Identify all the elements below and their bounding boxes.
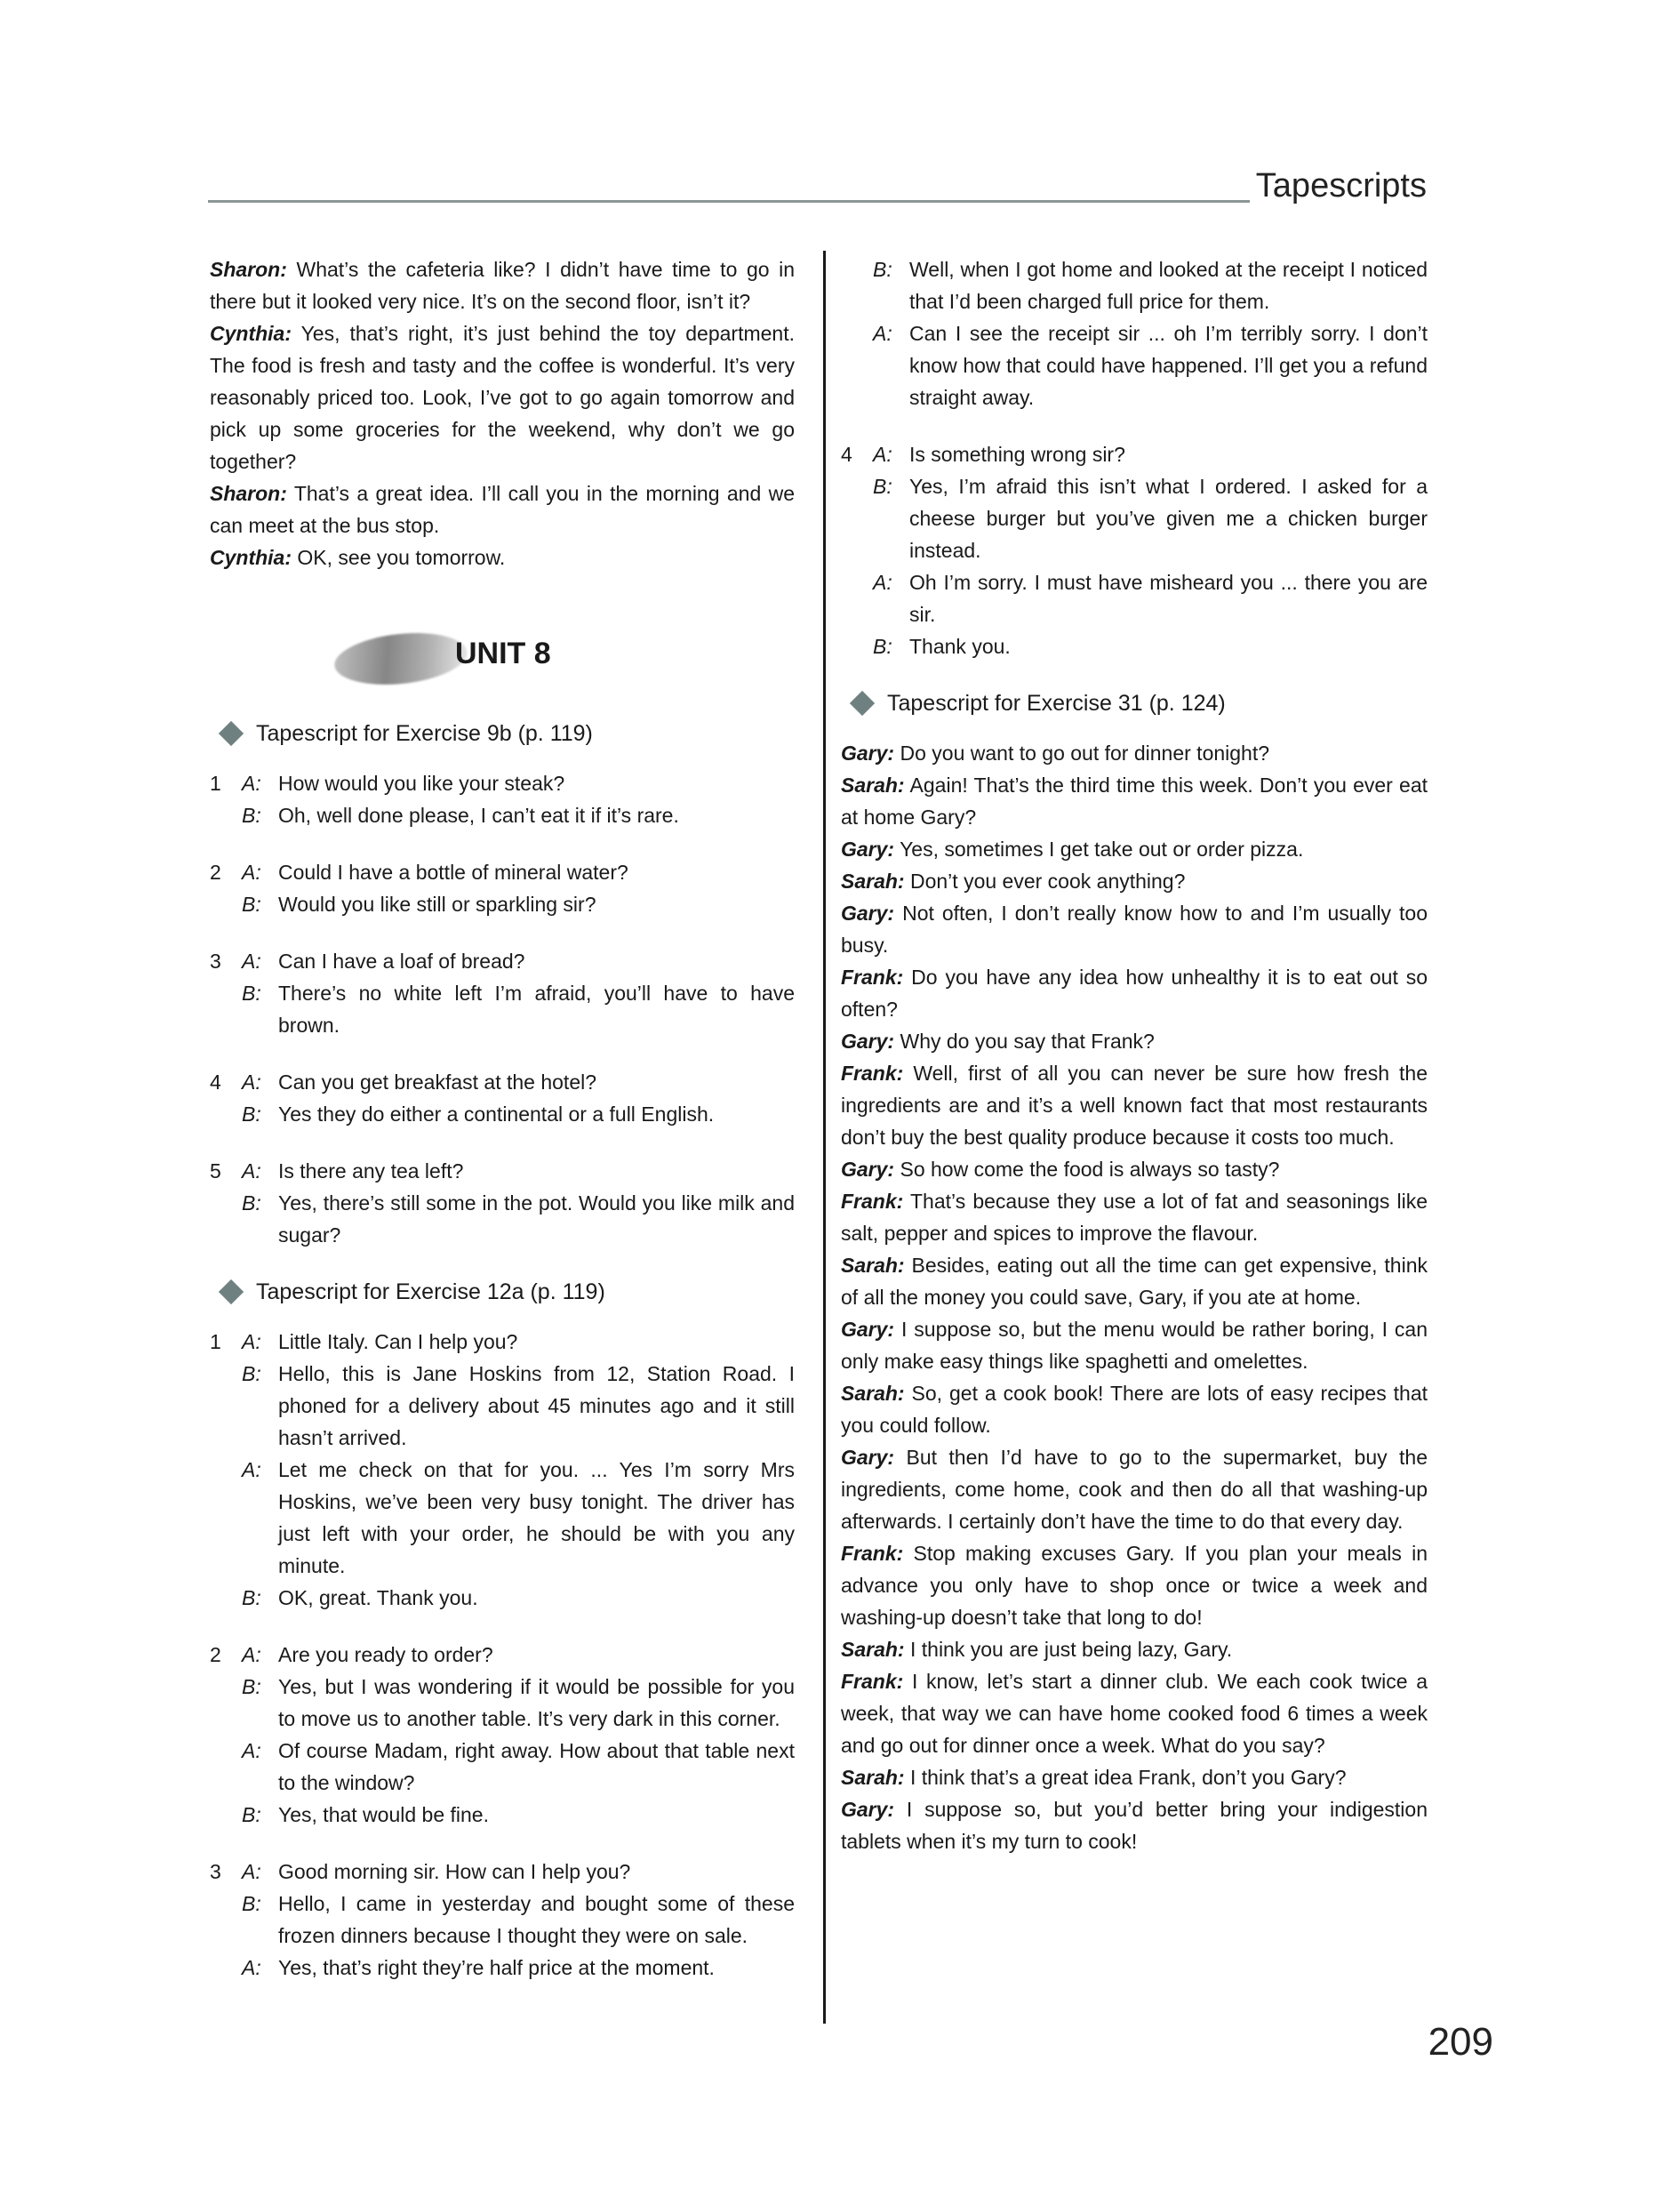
intro-dialogue [210,253,795,573]
dialogue-text: Besides, eating out all the time can get expensive, think of all the money you could save, Gary, if you ate at home. [841,1254,1428,1309]
diamond-bullet-icon [850,691,875,716]
dialogue-line [841,833,1428,865]
line-text: Well, when I got home and looked at the receipt I noticed that I’d been charged full price for them. [909,258,1428,313]
speaker-label: Frank: [841,1190,904,1213]
page-number: 209 [1428,2020,1493,2064]
diamond-bullet-icon [219,1279,244,1304]
right-column [841,253,1428,1857]
speaker-label: Frank: [841,1542,904,1565]
dialogue-text: Well, first of all you can never be sure how fresh the ingredients are and it’s a well known fact that most restaurants don’t buy the best quality produce because it costs too much. [841,1062,1428,1149]
section-heading-text: Tapescript for Exercise 31 (p. 124) [887,691,1226,716]
role-label: A: [242,1458,261,1481]
line-text: Yes, I’m afraid this isn’t what I ordered. I asked for a cheese burger but you’ve given me a chicken burger instead. [909,475,1428,562]
dialogue-line [841,1025,1428,1057]
dialogue-line [841,1313,1428,1377]
speaker-label: Sarah: [841,1254,905,1277]
dialogue-text: I know, let’s start a dinner club. We each cook twice a week, that way we can have home cooked food 6 times a week and go out for dinner once a week. What do you say? [841,1670,1428,1757]
dialogue-text: What’s the cafeteria like? I didn’t have time to go in there but it looked very nice. It’s on the second floor, isn’t it? [210,258,796,313]
line-text: Yes, that’s right they’re half price at the moment. [278,1956,715,1979]
role-label: A: [873,322,892,345]
exercise-item [210,1639,795,1831]
item-number: 5 [210,1159,221,1183]
role-label: B: [242,804,261,827]
exercise-item [210,1066,795,1130]
dialogue-text: Don’t you ever cook anything? [909,870,1186,893]
role-label: B: [873,635,892,658]
role-label: B: [242,1191,261,1215]
dialogue-text: So, get a cook book! There are lots of easy recipes that you could follow. [841,1382,1428,1437]
item-number: 1 [210,1330,221,1353]
line-text: Are you ready to order? [278,1643,493,1666]
speaker-label: Sarah: [841,774,905,797]
section-heading [210,1276,795,1308]
line-text: Hello, this is Jane Hoskins from 12, Station Road. I phoned for a delivery about 45 minutes ago and it still hasn’t arrived. [278,1362,795,1449]
unit-title: UNIT 8 [455,637,551,670]
exercise-item [210,945,795,1041]
exercise-item [210,856,795,920]
exercise-item [210,1155,795,1251]
line-text: Oh, well done please, I can’t eat it if it’s rare. [278,804,679,827]
role-label: B: [242,1675,261,1698]
unit-banner [210,625,795,689]
speaker-label: Frank: [841,1062,904,1085]
exercise-item [841,438,1428,662]
role-label: A: [242,1330,261,1353]
dialogue-line [841,1633,1428,1665]
item-number: 3 [210,1860,221,1883]
dialogue-text: Again! That’s the third time this week. Don’t you ever eat at home Gary? [841,774,1428,829]
line-text: Good morning sir. How can I help you? [278,1860,631,1883]
dialogue-text: Not often, I don’t really know how to and I’m usually too busy. [841,902,1428,957]
role-label: B: [242,1803,261,1826]
line-text: There’s no white left I’m afraid, you’ll have to have brown. [278,982,795,1037]
line-text: Yes, that would be fine. [278,1803,489,1826]
role-label: A: [873,443,892,466]
speaker-label: Gary: [841,1318,895,1341]
section-heading-text: Tapescript for Exercise 12a (p. 119) [256,1279,605,1304]
role-label: B: [242,893,261,916]
item-number: 2 [210,1643,221,1666]
dialogue-text: I suppose so, but you’d better bring your indigestion tablets when it’s my turn to cook! [841,1798,1428,1853]
item-number: 4 [841,443,852,466]
exercise-item [210,767,795,831]
dialogue-line [210,317,795,477]
speaker-label: Sarah: [841,870,905,893]
role-label: B: [873,475,892,498]
speaker-label: Gary: [841,742,895,765]
dialogue-text: I think that’s a great idea Frank, don’t you Gary? [909,1766,1347,1789]
line-text: Of course Madam, right away. How about that table next to the window? [278,1739,795,1794]
role-label: B: [873,258,892,281]
dialogue-line [841,1249,1428,1313]
line-text: Would you like still or sparkling sir? [278,893,596,916]
speaker-label: Frank: [841,1670,904,1693]
dialogue-line [841,897,1428,961]
item-number: 2 [210,861,221,884]
dialogue-text: So how come the food is always so tasty? [900,1158,1280,1181]
speaker-label: Sarah: [841,1766,905,1789]
speaker-label: Sarah: [841,1382,905,1405]
speaker-label: Gary: [841,1798,895,1821]
line-text: Yes, there’s still some in the pot. Would you like milk and sugar? [278,1191,795,1247]
role-label: A: [873,571,892,594]
role-label: A: [242,1956,261,1979]
section-heading-text: Tapescript for Exercise 9b (p. 119) [256,721,593,746]
dialogue-line [841,1153,1428,1185]
diamond-bullet-icon [219,721,244,746]
dialogue-line [841,961,1428,1025]
left-column [210,253,795,2009]
speaker-label: Gary: [841,838,895,861]
dialogue-text: OK, see you tomorrow. [297,546,506,569]
line-text: Thank you. [909,635,1011,658]
exercise-item [210,1856,795,1984]
item-number: 3 [210,950,221,973]
line-text: OK, great. Thank you. [278,1586,478,1609]
speaker-label: Cynthia: [210,546,292,569]
dialogue-text: Do you want to go out for dinner tonight? [900,742,1270,765]
line-text: Hello, I came in yesterday and bought some of these frozen dinners because I thought they were on sale. [278,1892,795,1947]
line-text: Yes, but I was wondering if it would be possible for you to move us to another table. It’s very dark in this corner. [278,1675,795,1730]
speaker-label: Sharon: [210,482,287,505]
line-text: Let me check on that for you. ... Yes I’m sorry Mrs Hoskins, we’ve been very busy tonight. The driver has just left with your order, he should be with you any minute. [278,1458,795,1577]
role-label: B: [242,1892,261,1915]
dialogue-line [210,477,795,541]
item-number: 4 [210,1070,221,1094]
role-label: A: [242,1860,261,1883]
speaker-label: Gary: [841,1446,895,1469]
dialogue-line [841,1057,1428,1153]
dialogue-line [841,1185,1428,1249]
role-label: A: [242,950,261,973]
dialogue-line [841,1793,1428,1857]
speaker-label: Sharon: [210,258,287,281]
role-label: B: [242,1586,261,1609]
dinner-dialogue [841,737,1428,1857]
dialogue-line [210,541,795,573]
role-label: A: [242,1643,261,1666]
dialogue-line [841,1441,1428,1537]
dialogue-text: Yes, sometimes I get take out or order pizza. [900,838,1304,861]
role-label: A: [242,861,261,884]
speaker-label: Cynthia: [210,322,292,345]
role-label: A: [242,1739,261,1762]
line-text: Is something wrong sir? [909,443,1125,466]
line-text: Oh I’m sorry. I must have misheard you ... there you are sir. [909,571,1428,626]
dialogue-text: I think you are just being lazy, Gary. [909,1638,1233,1661]
role-label: A: [242,1159,261,1183]
role-label: A: [242,772,261,795]
dialogue-line [841,1377,1428,1441]
dialogue-text: Yes, that’s right, it’s just behind the toy department. The food is fresh and tasty and the coffee is wonderful. It’s very reasonably priced too. Look, I’ve got to go again tomorrow and pick up some groceries for the weekend, why don’t we go together? [210,322,795,473]
line-text: Little Italy. Can I help you? [278,1330,518,1353]
section-heading [841,687,1428,719]
column-divider [823,251,826,2024]
item-number: 1 [210,772,221,795]
page-header-title: Tapescripts [1255,167,1427,204]
line-text: Is there any tea left? [278,1159,464,1183]
role-label: A: [242,1070,261,1094]
speaker-label: Gary: [841,902,895,925]
exercise-item-continued [841,253,1428,413]
role-label: B: [242,1362,261,1385]
speaker-label: Gary: [841,1030,895,1053]
dialogue-line [841,1665,1428,1761]
line-text: Can you get breakfast at the hotel? [278,1070,597,1094]
dialogue-text: But then I’d have to go to the supermarket, buy the ingredients, come home, cook and then do all that washing-up afterwards. I certainly don’t have the time to do that every day. [841,1446,1428,1533]
speaker-label: Gary: [841,1158,895,1181]
dialogue-line [841,1761,1428,1793]
dialogue-text: That’s because they use a lot of fat and seasonings like salt, pepper and spices to improve the flavour. [841,1190,1428,1245]
unit-brush-stroke [332,627,469,690]
dialogue-line [841,865,1428,897]
dialogue-text: That’s a great idea. I’ll call you in the morning and we can meet at the bus stop. [210,482,795,537]
dialogue-text: Why do you say that Frank? [900,1030,1155,1053]
dialogue-text: I suppose so, but the menu would be rather boring, I can only make easy things like spaghetti and omelettes. [841,1318,1428,1373]
line-text: Yes they do either a continental or a full English. [278,1102,715,1126]
dialogue-line [210,253,795,317]
dialogue-text: Stop making excuses Gary. If you plan your meals in advance you only have to shop once or twice a week and washing-up doesn’t take that long to do! [841,1542,1428,1629]
role-label: B: [242,982,261,1005]
dialogue-line [841,1537,1428,1633]
dialogue-text: Do you have any idea how unhealthy it is to eat out so often? [841,966,1428,1021]
role-label: B: [242,1102,261,1126]
exercise-item [210,1326,795,1614]
line-text: How would you like your steak? [278,772,565,795]
line-text: Could I have a bottle of mineral water? [278,861,628,884]
line-text: Can I have a loaf of bread? [278,950,525,973]
speaker-label: Sarah: [841,1638,905,1661]
line-text: Can I see the receipt sir ... oh I’m terribly sorry. I don’t know how that could have happened. I’ll get you a refund straight away. [909,322,1428,409]
speaker-label: Frank: [841,966,904,989]
section-heading [210,718,795,750]
dialogue-line [841,737,1428,769]
dialogue-line [841,769,1428,833]
header-rule [208,200,1250,203]
